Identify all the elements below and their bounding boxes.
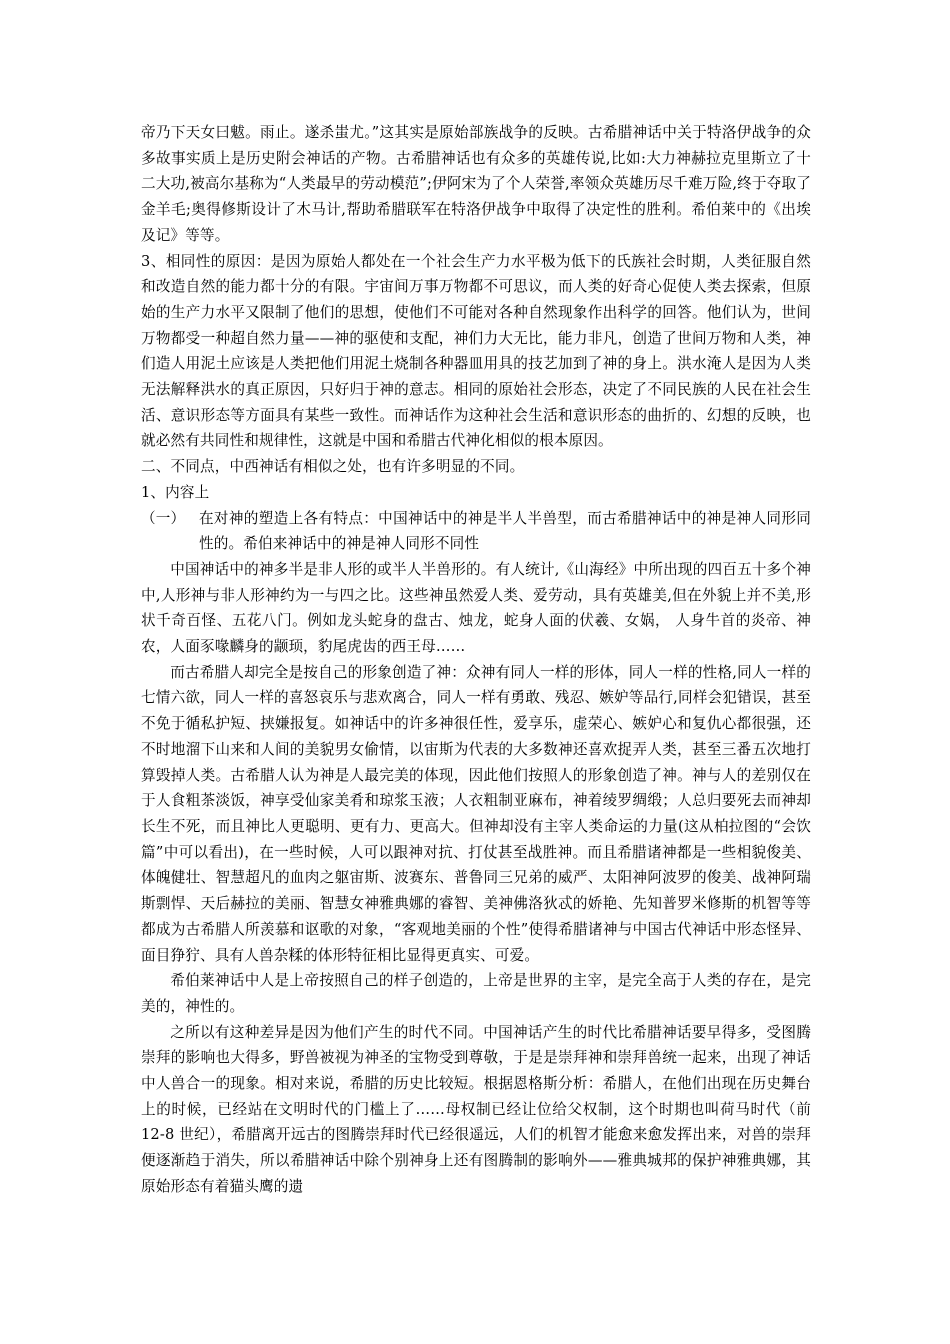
paragraph-greek-gods: 而古希腊人却完全是按自己的形象创造了神：众神有同人一样的形体，同人一样的性格,同人一样的七情六欲，同人一样的喜怒哀乐与悲欢离合，同人一样有勇敢、残忍、嫉妒等品行,同样会犯错误，甚至不免于循私护短、挟嫌报复。如神话中的许多神很任性，爱享乐，虚荣心、嫉妒心和复仇心都很强，还不时地溜下山来和人间的美貌男女偷情，以宙斯为代表的大多数神还喜欢捉弄人类，甚至三番五次地打算毁掉人类。古希腊人认为神是人最完美的体现，因此他们按照人的形象创造了神。神与人的差别仅在于人食粗茶淡饭，神享受仙家美肴和琼浆玉液；人衣粗制亚麻布，神着绫罗绸缎；人总归要死去而神却长生不死，而且神比人更聪明、更有力、更高大。但神却没有主宰人类命运的力量(这从柏拉图的“会饮篇”中可以看出)，在一些时候，人可以跟神对抗、打仗甚至战胜神。而且希腊诸神都是一些相貌俊美、体魄健壮、智慧超凡的血肉之躯宙斯、波赛东、普鲁同三兄弟的威严、太阳神阿波罗的俊美、战神阿瑞斯剽悍、天后赫拉的美丽、智慧女神雅典娜的睿智、美神佛洛狄忒的娇艳、先知普罗米修斯的机智等等都成为古希腊人所羡慕和讴歌的对象，“客观地美丽的个性”使得希腊诸神与中国古代神话中形态怪异、面目狰狞、具有人兽杂糅的体形特征相比显得更真实、可爱。 bbox=[141, 663, 811, 964]
paragraph-chinese-gods: 中国神话中的神多半是非人形的或半人半兽形的。有人统计,《山海经》中所出现的四百五十多个神中,人形神与非人形神约为一与四之比。这些神虽然爱人类、爱劳动，具有英雄美,但在外貌上并不美,形状千奇百怪、五花八门。例如龙头蛇身的盘古、烛龙，蛇身人面的伏羲、女娲， 人身牛首的炎帝、神农，人面豕喙麟身的颛顼，豹尾虎齿的西王母…… bbox=[141, 560, 811, 656]
item-number: （一） bbox=[141, 509, 186, 527]
numbered-item-1 bbox=[141, 506, 811, 557]
paragraph-era-difference: 之所以有这种差异是因为他们产生的时代不同。中国神话产生的时代比希腊神话要早得多，受图腾崇拜的影响也大得多，野兽被视为神圣的宝物受到尊敬，于是是崇拜神和崇拜兽统一起来，出现了神话中人兽合一的现象。相对来说，希腊的历史比较短。根据恩格斯分析：希腊人，在他们出现在历史舞台上的时候，已经站在文明时代的门槛上了……母权制已经让位给父权制，这个时期也叫荷马时代（前 12-8 世纪），希腊离开远古的图腾崇拜时代已经很遥远，人们的机智才能愈来愈发挥出来，对兽的崇拜便逐渐趋于消失，所以希腊神话中除个别神身上还有图腾制的影响外——雅典城邦的保护神雅典娜，其原始形态有着猫头鹰的遗 bbox=[141, 1023, 811, 1195]
paragraph-hebrew-god: 希伯莱神话中人是上帝按照自己的样子创造的，上帝是世界的主宰，是完全高于人类的存在，是完美的，神性的。 bbox=[141, 972, 811, 1015]
document-page bbox=[141, 120, 811, 1200]
item-text: 在对神的塑造上各有特点：中国神话中的神是半人半兽型，而古希腊神话中的神是神人同形同性的。希伯来神话中的神是神人同形不同性 bbox=[199, 509, 811, 553]
paragraph-similarity-reasons: 3、相同性的原因：是因为原始人都处在一个社会生产力水平极为低下的氏族社会时期，人类征服自然和改造自然的能力都十分的有限。宇宙间万事万物都不可思议，而人类的好奇心促使人类去探索，但原始的生产力水平又限制了他们的思想，使他们不可能对各种自然现象作出科学的回答。他们认为，世间万物都受一种超自然力量——神的驱使和支配，神们力大无比，能力非凡，创造了世间万物和人类，神们造人用泥土应该是人类把他们用泥土烧制各种器皿用具的技艺加到了神的身上。洪水淹人是因为人类无法解释洪水的真正原因，只好归于神的意志。相同的原始社会形态，决定了不同民族的人民在社会生活、意识形态等方面具有某些一致性。而神话作为这种社会生活和意识形态的曲折的、幻想的反映，也就必然有共同性和规律性，这就是中国和希腊古代神化相似的根本原因。 bbox=[141, 252, 811, 450]
paragraph-war-myths: 帝乃下天女曰魃。雨止。遂杀蚩尤。”这其实是原始部族战争的反映。古希腊神话中关于特洛伊战争的众多故事实质上是历史附会神话的产物。古希腊神话也有众多的英雄传说,比如:大力神赫拉克里斯立了十二大功,被高尔基称为“人类最早的劳动模范”;伊阿宋为了个人荣誉,率领众英雄历尽千难万险,终于夺取了金羊毛;奥得修斯设计了木马计,帮助希腊联军在特洛伊战争中取得了决定性的胜利。希伯莱中的《出埃及记》等等。 bbox=[141, 124, 811, 244]
heading-content: 1、内容上 bbox=[141, 483, 210, 501]
heading-differences: 二、不同点，中西神话有相似之处，也有许多明显的不同。 bbox=[141, 458, 525, 476]
